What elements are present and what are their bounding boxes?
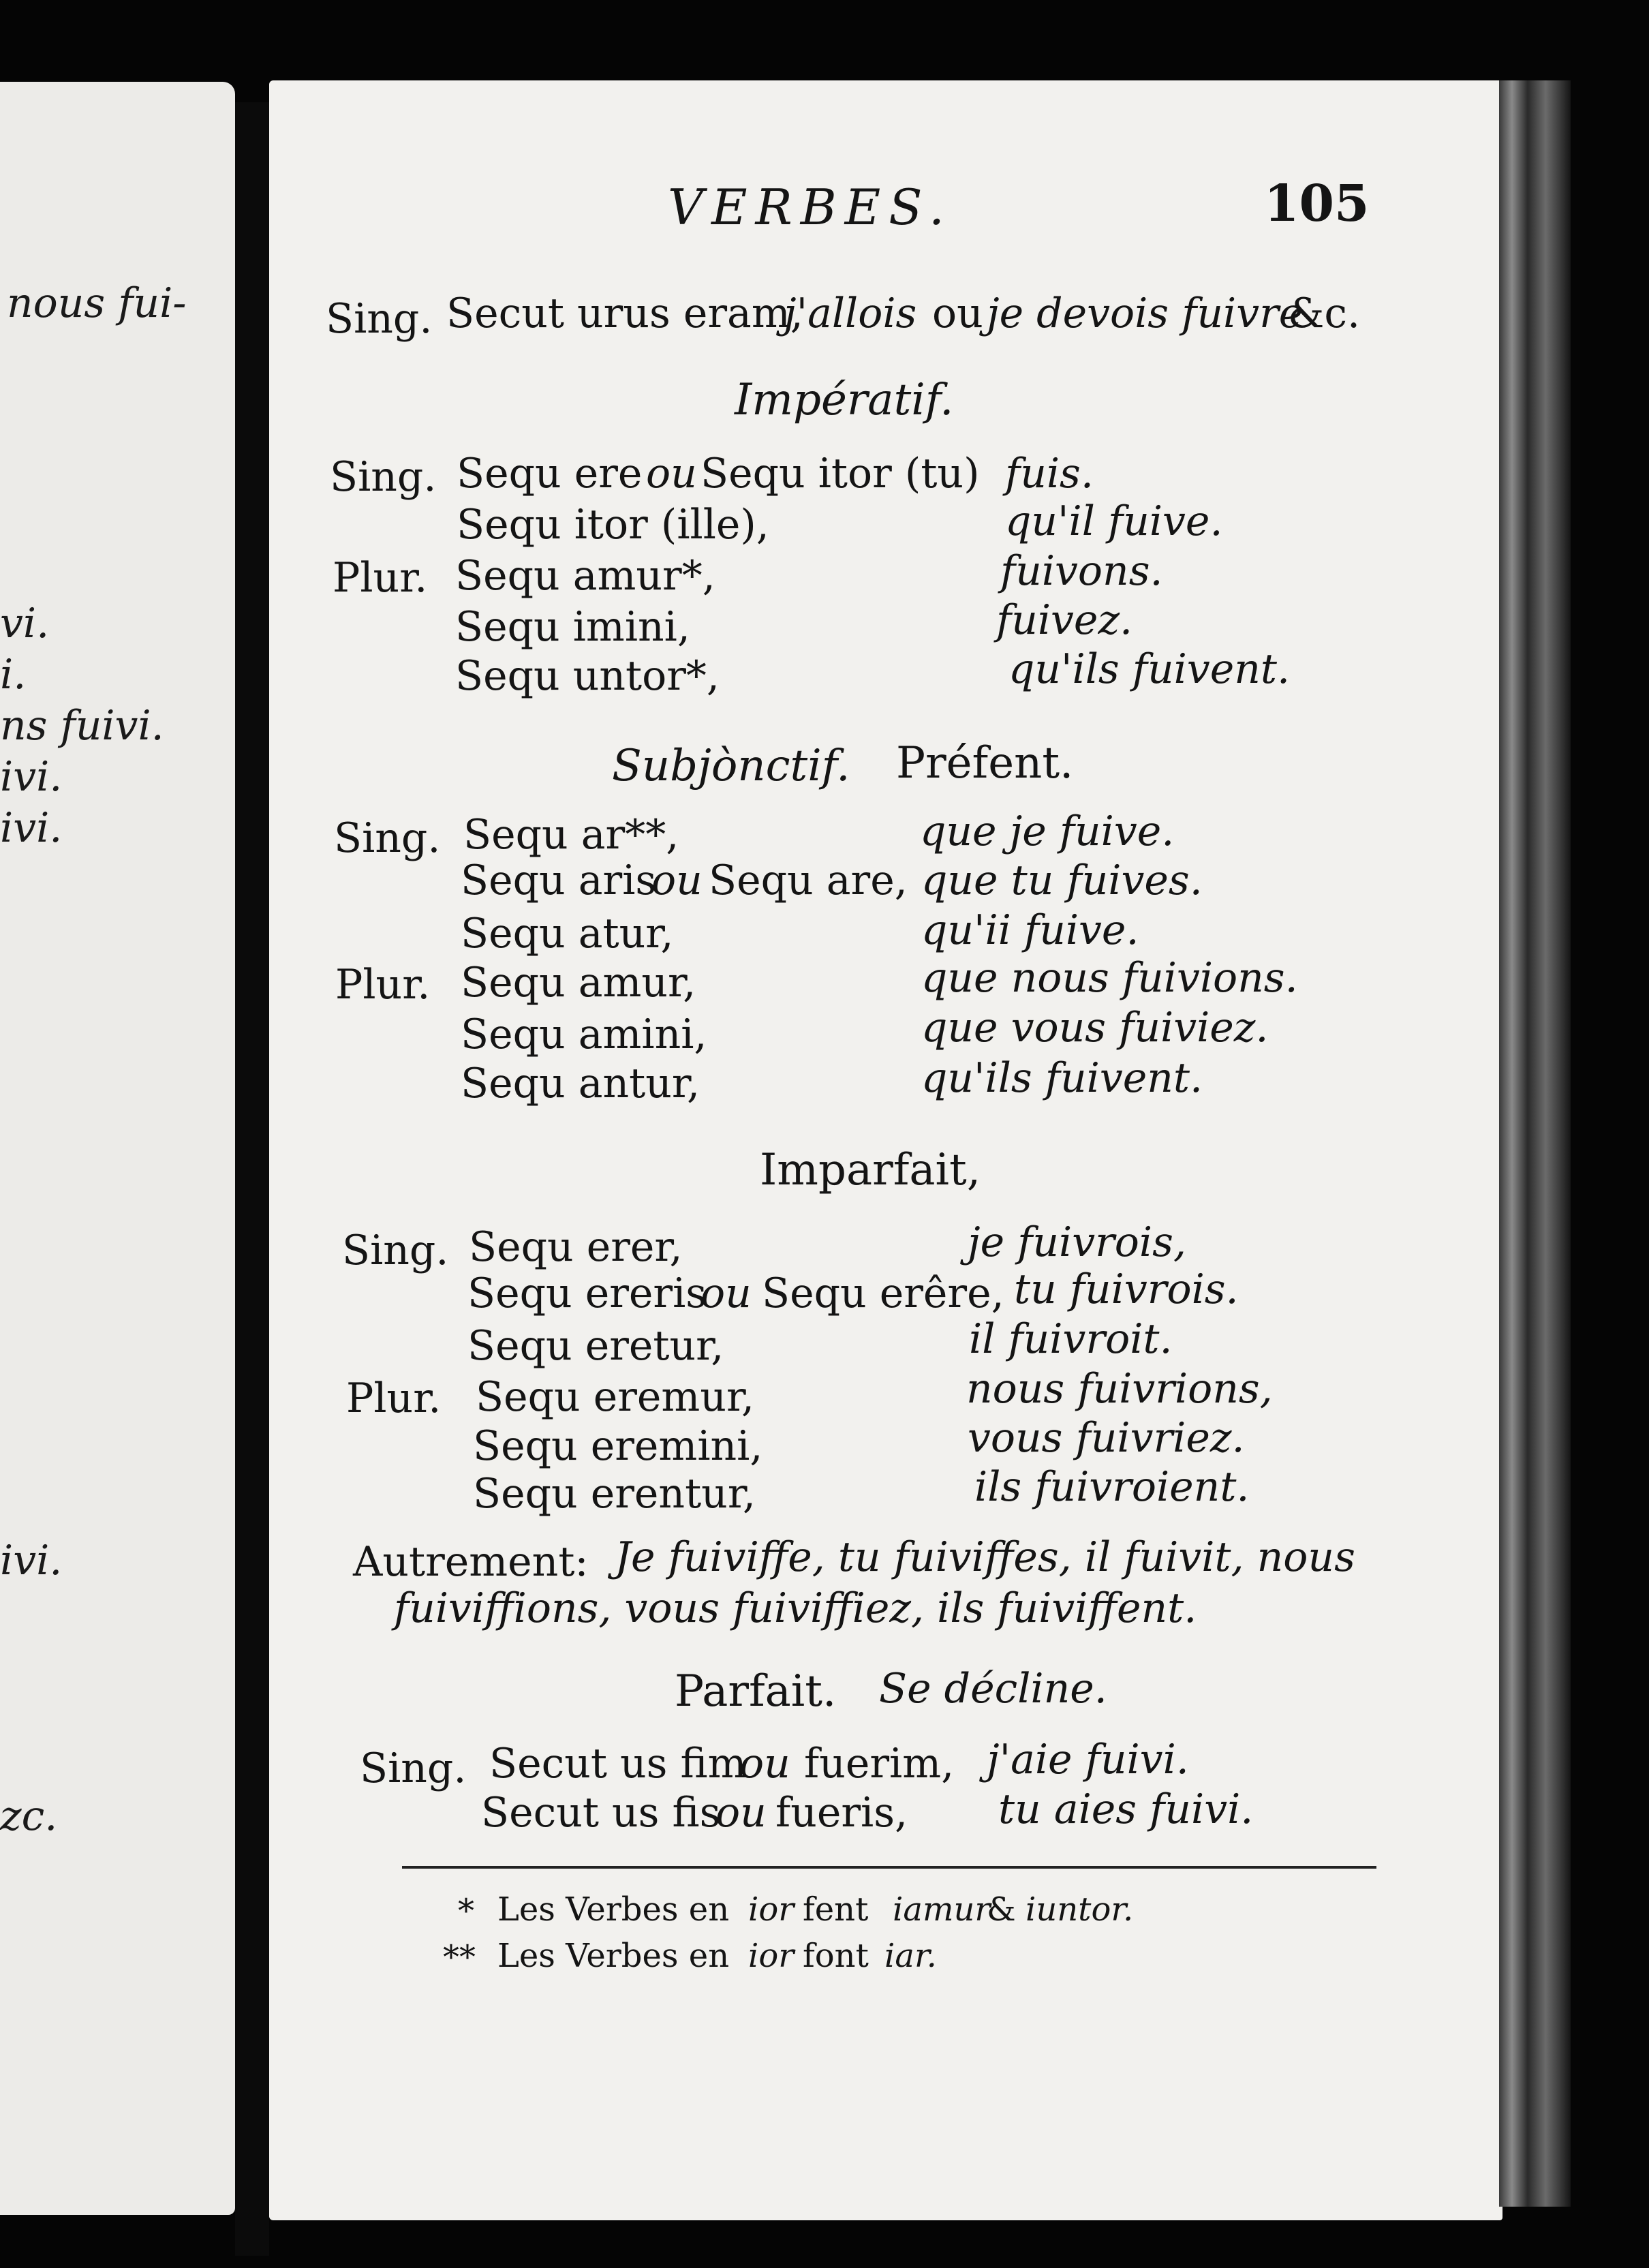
- latin-form: Secut us fis: [481, 1789, 721, 1837]
- number-label: Plur.: [346, 1375, 442, 1422]
- left-fragment: vi.: [0, 600, 50, 647]
- footnote-italic: iuntor.: [1026, 1890, 1134, 1929]
- footnote-text: font: [803, 1937, 869, 1975]
- latin-form: Sequ erentur,: [473, 1470, 756, 1518]
- french-form: j'allois: [784, 290, 917, 337]
- running-head: VERBES.: [668, 179, 953, 236]
- footnote-italic: ior: [748, 1890, 795, 1929]
- latin-form: Sequ imini,: [455, 603, 690, 651]
- latin-form: Sequ eremini,: [473, 1422, 763, 1470]
- french-form: nous fuivrions,: [966, 1365, 1273, 1413]
- french-form: fuivons.: [1000, 547, 1163, 595]
- french-form: qu'ils fuivent.: [921, 1054, 1203, 1102]
- number-label: Plur.: [335, 961, 431, 1009]
- footnote-italic: ior: [748, 1937, 795, 1975]
- footnote-rule: [402, 1866, 1376, 1869]
- page-number: 105: [1264, 174, 1370, 233]
- french-form: vous fuivriez.: [968, 1414, 1245, 1462]
- tense-heading: Parfait.: [675, 1666, 837, 1717]
- french-form: tu fuivrois.: [1014, 1266, 1239, 1313]
- book-gutter: [235, 102, 269, 2256]
- number-label: Plur.: [333, 554, 428, 602]
- french-form: qu'il fuive.: [1005, 497, 1223, 545]
- latin-form: Sequ amur,: [461, 959, 696, 1007]
- conjunction: ou: [646, 450, 697, 497]
- french-form: que vous fuiviez.: [921, 1004, 1269, 1052]
- latin-form: Secut us fim: [489, 1740, 747, 1788]
- tense-heading: Préfent.: [896, 738, 1074, 788]
- section-heading: Subjònctif.: [612, 741, 850, 791]
- french-form: qu'ils fuivent.: [1008, 645, 1291, 693]
- french-form: je devois fuivre: [987, 290, 1304, 337]
- latin-form: Sequ untor*,: [455, 652, 720, 700]
- latin-form: fuerim,: [804, 1740, 955, 1788]
- french-form: je fuivrois,: [968, 1219, 1186, 1266]
- french-form: tu aies fuivi.: [998, 1786, 1254, 1833]
- footnote-text: &: [987, 1890, 1016, 1929]
- footnote-mark: **: [443, 1938, 476, 1976]
- latin-form: Sequ aris: [461, 857, 657, 904]
- footnote-text: fent: [803, 1890, 869, 1929]
- latin-form: Sequ amini,: [461, 1011, 707, 1058]
- alternative-forms: Je fuiviffe, tu fuiviffes, il fuivit, nous: [615, 1533, 1355, 1581]
- number-label: Sing.: [330, 453, 437, 501]
- alternative-forms: fuiviffions, vous fuiviffiez, ils fuiviffent.: [394, 1584, 1197, 1632]
- section-heading: Impératif.: [735, 375, 954, 425]
- etc: &c.: [1288, 290, 1361, 337]
- latin-form: Sequ ereris: [467, 1270, 707, 1317]
- left-fragment: ivi.: [0, 1537, 63, 1584]
- french-form: que nous fuivions.: [921, 954, 1298, 1002]
- french-form: il fuivroit.: [969, 1315, 1173, 1363]
- latin-form: Sequ erêre,: [762, 1270, 1004, 1317]
- latin-form: Sequ ere: [457, 450, 643, 497]
- left-fragment: i.: [0, 651, 27, 699]
- page-edge: [1499, 80, 1571, 2207]
- footnote-mark: *: [458, 1892, 474, 1930]
- conjunction: ou: [700, 1270, 752, 1317]
- latin-form: Sequ antur,: [461, 1060, 700, 1107]
- left-fragment: ns fuivi.: [0, 702, 164, 750]
- footnote-text: Les Verbes en: [497, 1937, 730, 1975]
- french-form: que je fuive.: [920, 808, 1175, 855]
- latin-form: Sequ are,: [709, 857, 908, 904]
- conjunction: ou: [932, 290, 983, 337]
- number-label: Sing.: [360, 1745, 467, 1792]
- french-form: fuis.: [1005, 450, 1094, 497]
- left-page: [0, 82, 235, 2215]
- latin-form: fueris,: [775, 1789, 908, 1837]
- tense-heading: Imparfait,: [760, 1145, 981, 1195]
- number-label: Sing.: [326, 295, 433, 343]
- number-label: Sing.: [342, 1227, 449, 1274]
- latin-form: Secut urus eram,: [446, 290, 803, 337]
- left-fragment: nous fui-: [7, 279, 187, 327]
- alternative-label: Autrement:: [353, 1538, 589, 1586]
- left-fragment: ivi.: [0, 753, 63, 801]
- latin-form: Sequ atur,: [461, 910, 674, 957]
- footnote-italic: iar.: [884, 1937, 937, 1975]
- footnote-text: Les Verbes en: [497, 1890, 730, 1929]
- latin-form: Sequ eretur,: [467, 1322, 724, 1370]
- conjunction: ou: [715, 1789, 767, 1837]
- left-fragment: ivi.: [0, 804, 63, 852]
- latin-form: Sequ itor (ille),: [457, 501, 769, 549]
- latin-form: Sequ eremur,: [476, 1373, 755, 1421]
- latin-form: Sequ amur*,: [455, 552, 715, 600]
- footnote-italic: iamur: [893, 1890, 991, 1929]
- latin-form: Sequ itor (tu): [700, 450, 980, 497]
- french-form: fuivez.: [996, 596, 1133, 644]
- left-fragment: zc.: [0, 1792, 58, 1840]
- french-form: qu'ii fuive.: [921, 906, 1139, 954]
- tense-note: Se décline.: [879, 1665, 1107, 1713]
- conjunction: ou: [739, 1740, 790, 1788]
- french-form: ils fuivroient.: [974, 1463, 1250, 1511]
- french-form: j'aie fuivi.: [987, 1736, 1189, 1783]
- french-form: que tu fuives.: [921, 857, 1203, 904]
- number-label: Sing.: [334, 814, 441, 862]
- latin-form: Sequ ar**,: [463, 811, 679, 859]
- latin-form: Sequ erer,: [469, 1223, 683, 1271]
- conjunction: ou: [651, 857, 703, 904]
